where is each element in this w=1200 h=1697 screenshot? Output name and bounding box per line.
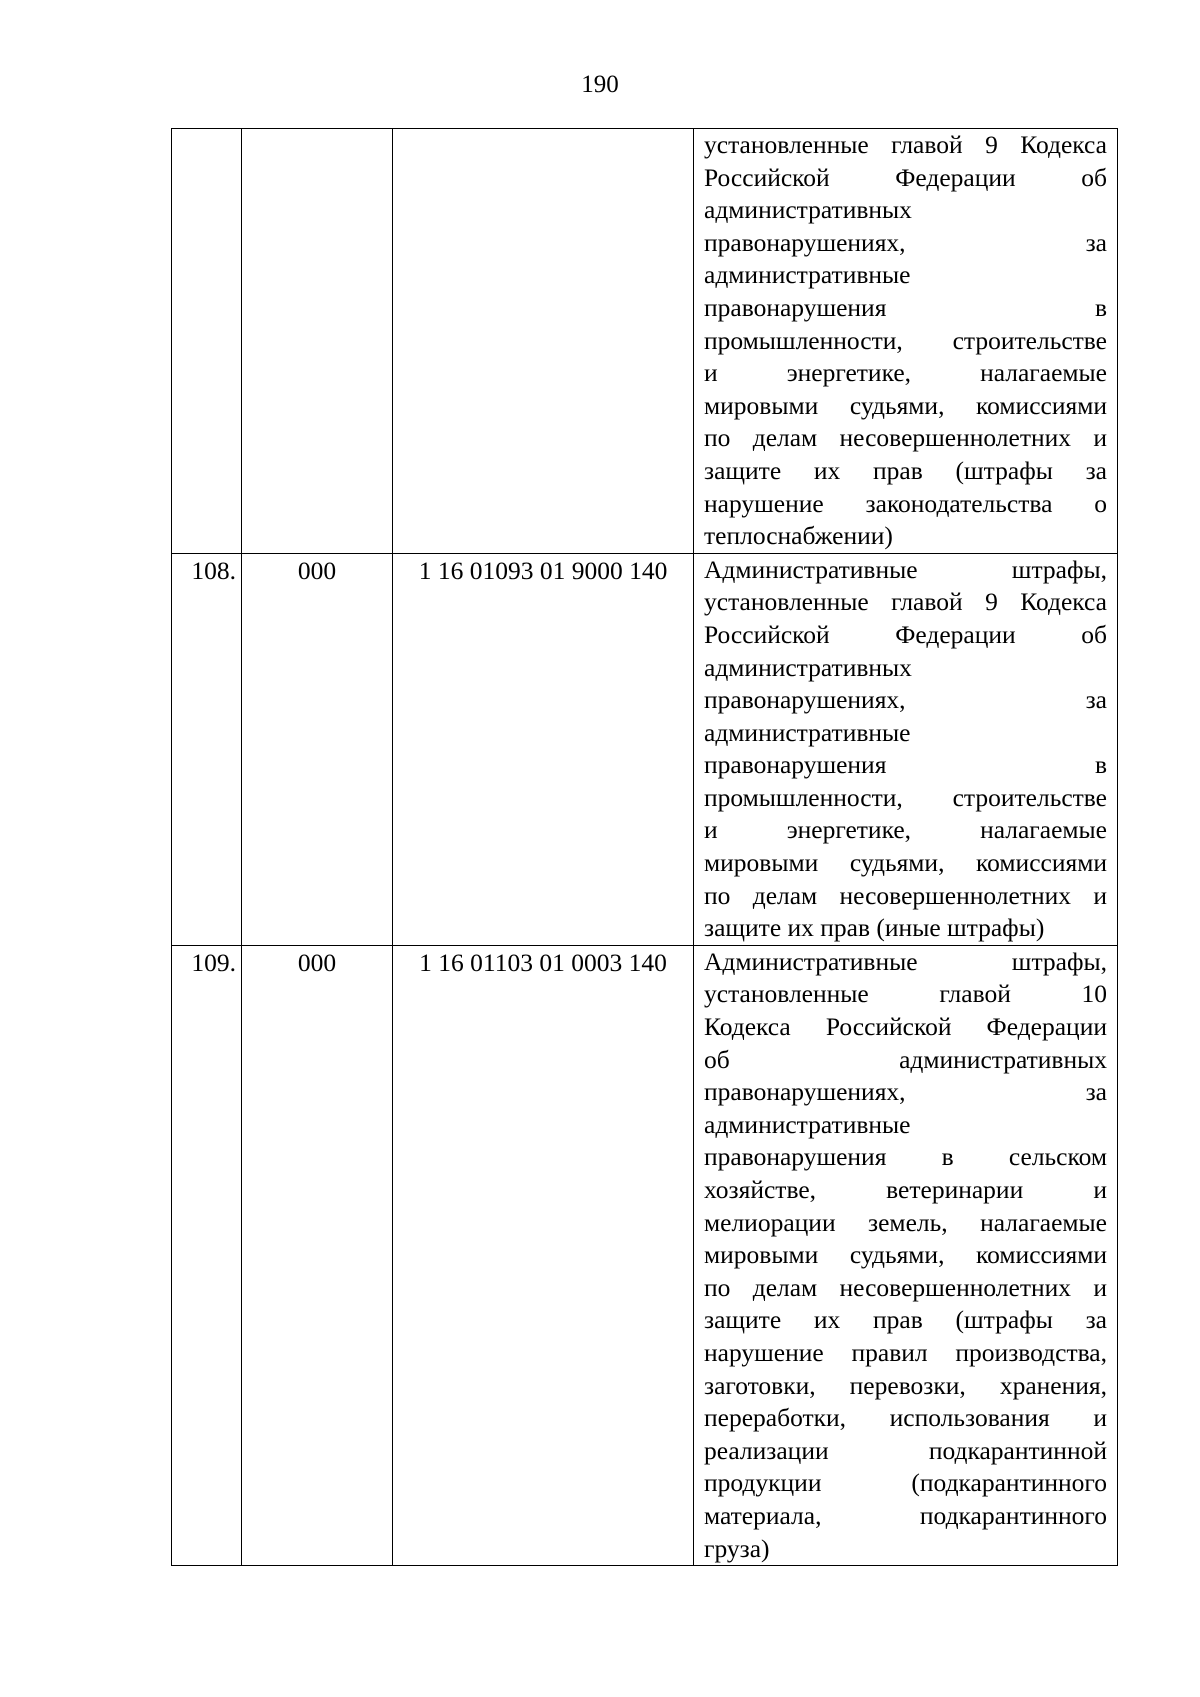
description-line: установленные главой 9 Кодекса	[704, 587, 1107, 617]
description-line: установленные главой 9 Кодекса	[704, 130, 1107, 159]
table-body	[172, 129, 1118, 1566]
budget-code-cell: 1 16 01093 01 9000 140	[393, 553, 694, 945]
description-line: мелиорации земель, налагаемые	[704, 1207, 1107, 1237]
description-line: об административных	[704, 1044, 1107, 1074]
description-line: защите их прав (иные штрафы)	[704, 913, 1045, 943]
description-line: административные	[704, 717, 911, 747]
description-line: реализации подкарантинной	[704, 1435, 1107, 1465]
description-cell	[694, 553, 1118, 945]
description-line: мировыми судьями, комиссиями	[704, 1240, 1107, 1270]
description-line: хозяйстве, ветеринарии и	[704, 1175, 1107, 1204]
description-cell	[694, 129, 1118, 554]
admin-code-cell: 000	[242, 945, 393, 1565]
description-line: Российской Федерации об	[704, 619, 1107, 649]
description-line: административных	[704, 652, 912, 682]
description-line: Административные штрафы,	[704, 946, 1107, 976]
description-line: защите их прав (штрафы за	[704, 1305, 1107, 1335]
description-line: теплоснабжении)	[704, 521, 893, 551]
description-line: административных	[704, 195, 912, 225]
description-line: Российской Федерации об	[704, 162, 1107, 192]
description-cell	[694, 945, 1118, 1565]
description-line: правонарушениях, за	[704, 1077, 1107, 1107]
description-line: правонарушения в	[704, 292, 1107, 322]
description-line: правонарушениях, за	[704, 685, 1107, 715]
budget-code-table	[171, 128, 1118, 1566]
row-number-cell	[172, 129, 242, 554]
description-line: установленные главой 10	[704, 979, 1107, 1009]
description-line: заготовки, перевозки, хранения,	[704, 1370, 1107, 1400]
description-line: и энергетике, налагаемые	[704, 358, 1107, 388]
description-line: промышленности, строительстве	[704, 782, 1107, 812]
page-number: 190	[581, 71, 619, 98]
description-line: по делам несовершеннолетних и	[704, 880, 1107, 910]
admin-code-cell: 000	[242, 553, 393, 945]
description-line: административные	[704, 1109, 911, 1139]
table-row	[172, 129, 1118, 554]
description-line: переработки, использования и	[704, 1403, 1107, 1433]
description-line: и энергетике, налагаемые	[704, 815, 1107, 845]
budget-code-cell: 1 16 01103 01 0003 140	[393, 945, 694, 1565]
description-line: нарушение правил производства,	[704, 1337, 1107, 1367]
row-number-cell: 109.	[172, 945, 242, 1565]
description-line: нарушение законодательства о	[704, 488, 1107, 518]
description-line: мировыми судьями, комиссиями	[704, 848, 1107, 878]
row-number-cell: 108.	[172, 553, 242, 945]
description-line: Кодекса Российской Федерации	[704, 1012, 1107, 1042]
budget-code-cell	[393, 129, 694, 554]
description-line: административные	[704, 260, 911, 290]
table-row	[172, 553, 1118, 945]
description-line: груза)	[704, 1533, 770, 1563]
description-line: защите их прав (штрафы за	[704, 455, 1107, 485]
description-line: правонарушения в	[704, 750, 1107, 780]
description-line: материала, подкарантинного	[704, 1500, 1107, 1530]
description-line: промышленности, строительстве	[704, 325, 1107, 355]
description-line: правонарушениях, за	[704, 227, 1107, 257]
description-line: мировыми судьями, комиссиями	[704, 390, 1107, 420]
description-line: Административные штрафы,	[704, 554, 1107, 584]
description-line: по делам несовершеннолетних и	[704, 423, 1107, 453]
admin-code-cell	[242, 129, 393, 554]
description-line: продукции (подкарантинного	[704, 1468, 1107, 1498]
description-line: по делам несовершеннолетних и	[704, 1272, 1107, 1302]
table-row	[172, 945, 1118, 1565]
description-line: правонарушения в сельском	[704, 1142, 1107, 1172]
